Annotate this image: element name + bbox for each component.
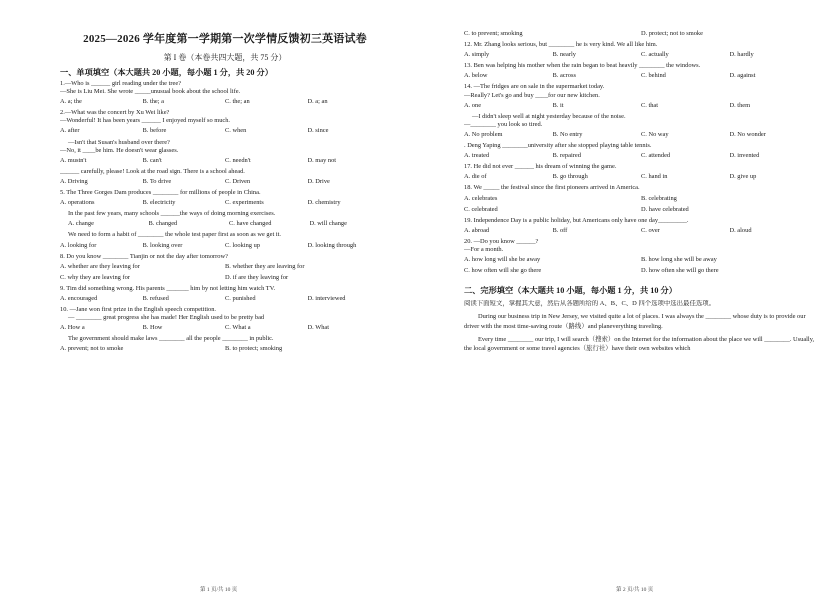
option: D. them	[729, 101, 751, 109]
question-17-options	[464, 173, 818, 181]
option: B. celebrating	[641, 194, 677, 202]
option: B. No entry	[552, 130, 583, 138]
cloze-paragraph-2: Every time ________ our trip, I will search（搜索）on the Internet for the information about the place we will ________. Usually, the local government or some travel agencies（旅行社）have their own websites which	[464, 335, 815, 353]
question-20-options-row-1	[464, 256, 818, 264]
option: D. have celebrated	[641, 205, 689, 213]
question-12-line: 12. Mr. Zhang looks serious, but ________ he is very kind. We all like him.	[464, 41, 658, 49]
question-3-line-2: —No, it ____be him. He doesn't wear glasses.	[60, 146, 179, 154]
option: C. that	[641, 101, 659, 109]
option: A. below	[464, 72, 488, 80]
option: D. give up	[729, 173, 757, 181]
option: D. aloud	[729, 226, 752, 234]
option: B. it	[552, 101, 564, 109]
option: D. chemistry	[307, 199, 341, 207]
section-heading-2: 二、完形填空（本大题共 10 小题，每小题 1 分，共 10 分）	[464, 286, 677, 296]
option: C. celebrated	[464, 205, 498, 213]
question-3-line-1: —Isn't that Susan's husband over there?	[68, 138, 170, 146]
question-16-line: . Deng Yaping ________university after she stopped playing table tennis.	[464, 142, 652, 150]
option: C. punished	[225, 294, 256, 302]
question-4-line: ______ carefully, please! Look at the road sign. There is a school ahead.	[60, 167, 245, 175]
question-19-options	[464, 227, 818, 235]
page-footer-2: 第 2 页/共 10 页	[616, 587, 654, 593]
option: D. Drive	[307, 177, 330, 185]
question-3-options	[60, 157, 390, 165]
option: B. before	[142, 127, 167, 135]
option: B. repaired	[552, 152, 581, 160]
question-14-line-2: —Really? Let's go and buy ____for our new kitchen.	[464, 91, 600, 99]
question-4-options	[60, 178, 390, 186]
question-12-options	[464, 51, 818, 59]
option: A. after	[60, 127, 80, 135]
question-20-options-row-2	[464, 267, 818, 275]
option: C. needn't	[225, 156, 251, 164]
question-20-line-2: —For a month.	[464, 245, 504, 253]
option: A. How a	[60, 324, 85, 332]
question-1-options	[60, 98, 390, 106]
option: B. electricity	[142, 199, 176, 207]
question-11-line: The government should make laws ________ all the people ________ in public.	[68, 335, 274, 343]
option: A. a; the	[60, 98, 82, 106]
option: A. treated	[464, 152, 490, 160]
option: A. looking for	[60, 241, 97, 249]
option: D. a; an	[307, 98, 328, 106]
option: C. Driven	[225, 177, 251, 185]
option: C. behind	[641, 72, 666, 80]
option: D. invented	[729, 152, 760, 160]
question-2-line-2: —Wonderful! It has been years ______ I enjoyed myself so much.	[60, 117, 231, 125]
question-7-options	[60, 242, 390, 250]
option: B. looking over	[142, 241, 183, 249]
option: A. prevent; not to smoke	[60, 345, 124, 353]
question-8-options-row-1	[60, 263, 390, 271]
question-13-line: 13. Ben was helping his mother when the rain began to beat heavily ________ the windows.	[464, 62, 701, 70]
option: D. hardly	[729, 51, 754, 59]
option: D. since	[307, 127, 329, 135]
option: A. mustn't	[60, 156, 87, 164]
question-8-options-row-2	[60, 274, 390, 282]
question-18-line: 18. We _____ the festival since the first pioneers arrived in America.	[464, 184, 640, 192]
question-14-options	[464, 102, 818, 110]
question-10-options	[60, 324, 390, 332]
option: C. What a	[225, 324, 251, 332]
option: C. the; an	[225, 98, 250, 106]
section-heading-1: 一、单项填空（本大题共 20 小题，每小题 1 分，共 20 分）	[60, 68, 273, 77]
option: D. looking through	[307, 241, 357, 249]
option: B. go through	[552, 173, 588, 181]
page-footer-1: 第 1 页/共 10 页	[200, 587, 238, 593]
option: B. how long she will be away	[641, 256, 717, 264]
option: A. how long will she be away	[464, 256, 541, 264]
option: A. abroad	[464, 226, 490, 234]
cloze-instruction: 阅读下面短文，掌握其大意，然后从各题所给的 A、B、C、D 四个选项中选出最佳选项。	[464, 300, 716, 308]
question-5-options	[60, 199, 390, 207]
question-5-line: 5. The Three Gorges Dam produces ________ for millions of people in China.	[60, 189, 261, 197]
option: A. celebrates	[464, 194, 498, 202]
question-14-line-1: 14. —The fridges are on sale in the supermarket today.	[464, 83, 605, 91]
option: C. experiments	[225, 199, 264, 207]
option: B. whether they are leaving for	[225, 262, 305, 270]
option: C. to prevent; smoking	[464, 30, 523, 37]
option: C. why they are leaving for	[60, 273, 130, 281]
question-15-line-2: —________ you look so tired.	[464, 120, 543, 128]
option: D. will change	[309, 220, 347, 228]
exam-page-2	[416, 0, 832, 599]
option: C. No way	[641, 130, 669, 138]
cloze-paragraph-1: During our business trip in New Jersey, we visited quite a lot of places. I was always the ________ whose duty is to provide our driver with the most time-saving route（路线）and planeverything traveling.	[464, 313, 806, 330]
option: D. interviewed	[307, 294, 346, 302]
option: A. encouraged	[60, 294, 98, 302]
option: D. if are they leaving for	[225, 273, 289, 281]
option: A. die of	[464, 173, 487, 181]
question-1-line-2: —She is Liu Mei. She wrote _____unusual book about the school life.	[60, 88, 241, 96]
question-13-options	[464, 72, 818, 80]
option: C. attended	[641, 152, 671, 160]
question-11-options-continued	[464, 30, 818, 38]
question-17-line: 17. He did not ever ______ his dream of winning the game.	[464, 163, 617, 171]
option: B. refused	[142, 294, 169, 302]
option: C. hand in	[641, 173, 668, 181]
question-16-options	[464, 152, 818, 160]
option: B. changed	[148, 220, 178, 228]
question-10-line-2: — ________ great progress she has made! Her English used to be pretty bad	[68, 314, 265, 322]
option: B. across	[552, 72, 576, 80]
option: C. over	[641, 226, 660, 234]
question-8-line: 8. Do you know ________ Tianjin or not the day after tomorrow?	[60, 252, 228, 260]
option: C. how often will she go there	[464, 267, 542, 275]
option: A. Driving	[60, 177, 88, 185]
part-heading: 第 I 卷（本卷共四大题，共 75 分）	[163, 53, 287, 62]
option: A. one	[464, 101, 482, 109]
option: D. What	[307, 324, 330, 332]
question-11-options	[60, 345, 390, 353]
question-9-line: 9. Tim did something wrong. His parents _______ him by not letting him watch TV.	[60, 284, 276, 292]
option: B. to protect; smoking	[225, 345, 283, 353]
option: D. may not	[307, 156, 337, 164]
option: C. looking up	[225, 241, 260, 249]
option: B. can't	[142, 156, 162, 164]
option: A. operations	[60, 199, 95, 207]
question-9-options	[60, 295, 390, 303]
question-15-options	[464, 131, 818, 139]
question-7-line: We need to form a habit of ________ the whole test paper first as soon as we get it.	[68, 231, 281, 239]
option: C. actually	[641, 51, 669, 59]
option: C. have changed	[229, 220, 272, 228]
option: A. whether are they leaving for	[60, 262, 140, 270]
option: A. No problem	[464, 130, 503, 138]
question-15-line-1: —I didn't sleep well at night yesterday because of the noise.	[472, 112, 626, 120]
option: D. how often she will go there	[641, 267, 719, 275]
exam-title: 2025—2026 学年度第一学期第一次学情反馈初三英语试卷	[83, 33, 367, 45]
option: C. when	[225, 127, 247, 135]
question-18-options-row-2	[464, 206, 818, 214]
option: B. nearly	[552, 51, 576, 59]
question-6-options	[60, 220, 390, 228]
option: B. the; a	[142, 98, 164, 106]
option: A. simply	[464, 51, 490, 59]
question-2-options	[60, 127, 390, 135]
option: B. off	[552, 226, 568, 234]
question-18-options-row-1	[464, 195, 818, 203]
question-20-line-1: 20. —Do you know ______?	[464, 237, 539, 245]
option: A. change	[68, 220, 94, 228]
question-2-line-1: 2.—What was the concert by Xu Wei like?	[60, 109, 170, 117]
question-10-line-1: 10. —Jane won first prize in the English speech competition.	[60, 306, 217, 314]
question-6-line: In the past few years, many schools ______the ways of doing morning exercises.	[68, 210, 276, 218]
option: D. protect; not to smoke	[641, 30, 703, 37]
option: B. To drive	[142, 177, 172, 185]
option: D. against	[729, 72, 756, 80]
option: B. How	[142, 324, 163, 332]
option: D. No wonder	[729, 130, 766, 138]
question-1-line-1: 1.—Who is ______ girl reading under the tree?	[60, 80, 182, 87]
question-19-line: 19. Independence Day is a public holiday, but Americans only have one day_________.	[464, 216, 689, 224]
